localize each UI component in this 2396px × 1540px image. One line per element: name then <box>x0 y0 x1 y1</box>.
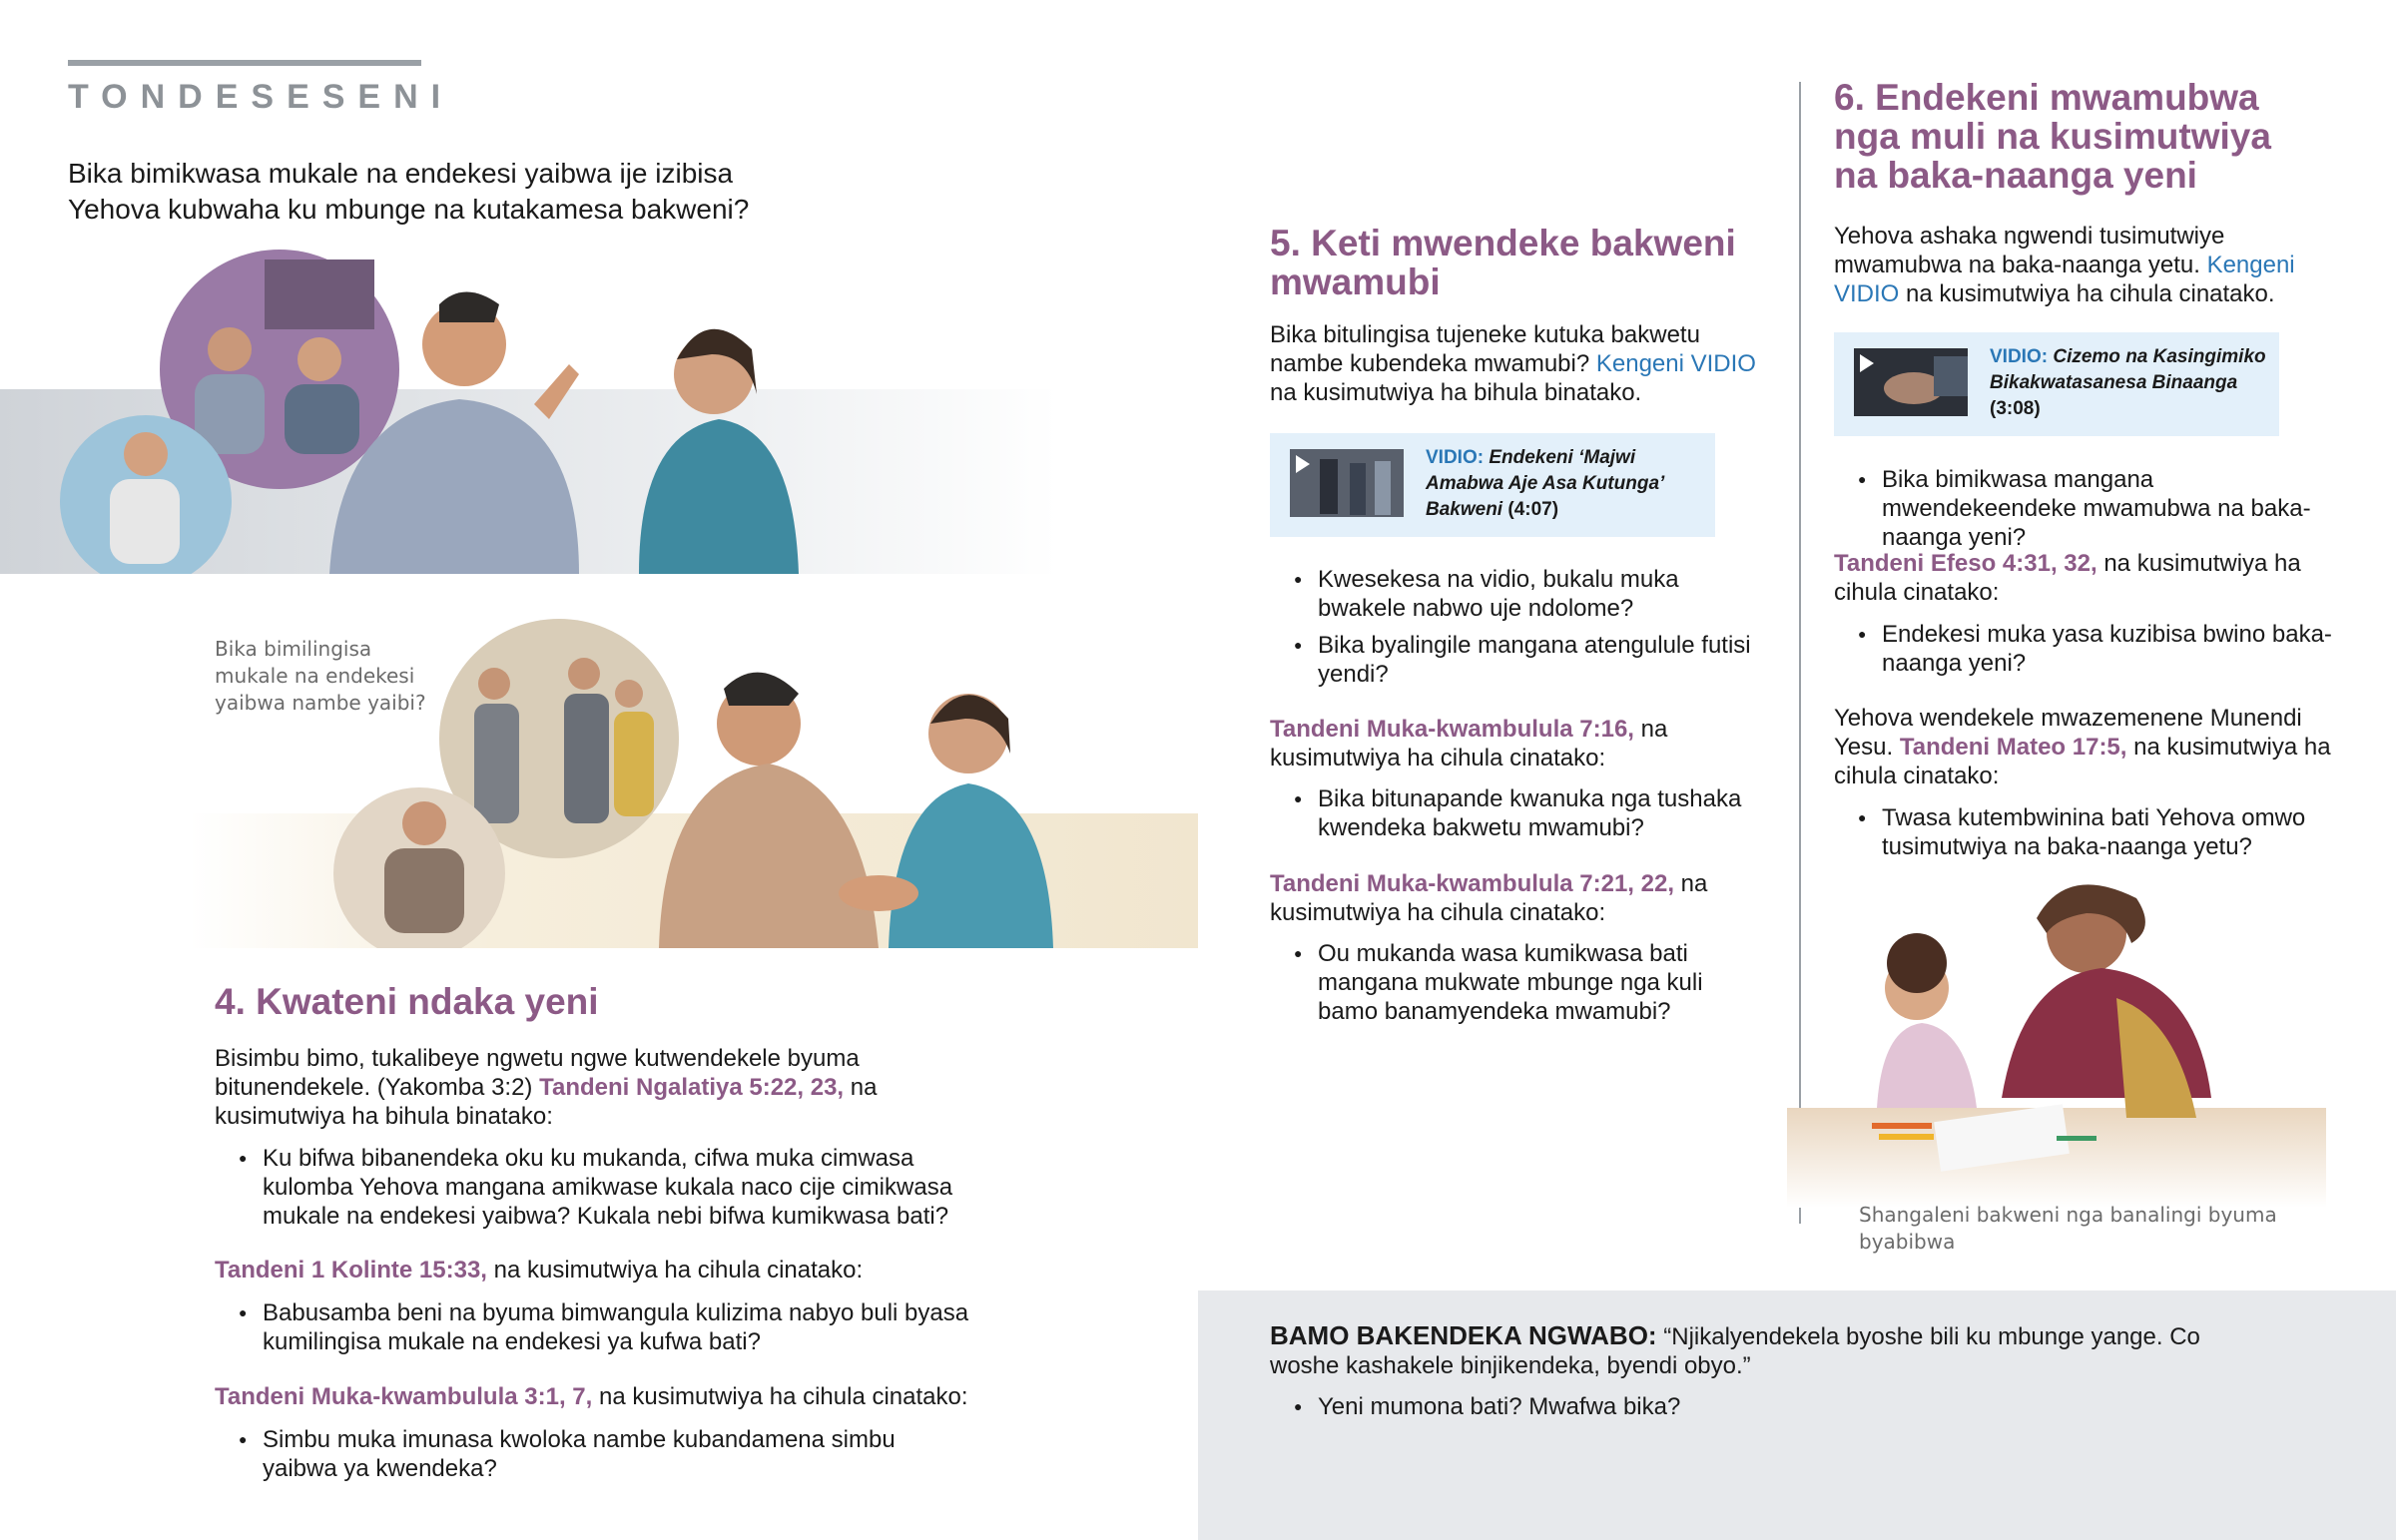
section-5-video-box[interactable] <box>1270 433 1715 537</box>
list-item: ● Endekesi muka yasa kuzibisa bwino baka-naanga yeni? <box>1834 620 2333 678</box>
list-item: ● Bika bitunapande kwanuka nga tushaka kwendeka bakwetu mwamubi? <box>1270 784 1769 842</box>
section-6-video-link[interactable]: Kengeni VIDIO <box>1834 252 2295 307</box>
section-6-caption: Shangaleni bakweni nga banalingi byuma byabibwa <box>1859 1203 2277 1254</box>
list-item: ● Ou mukanda wasa kumikwasa bati mangana mukwate mbunge nga kuli bamo banamyendeka mwamubi? <box>1270 939 1769 1026</box>
section-5-ref-2-tail: na kusimutwiya ha cihula cinatako: <box>1270 716 1668 771</box>
illustration-caption: Bika bimilingisa mukale na endekesi yaibwa nambe yaibi? <box>215 637 426 715</box>
list-item: ● Babusamba beni na byuma bimwangula kulizima nabyo buli byasa kumilingisa mukale na endekesi ya kufwa bati? <box>215 1298 973 1356</box>
section-6-video-thumbnail[interactable] <box>1854 348 1968 416</box>
mother-daughter-illustration <box>1787 878 2326 1208</box>
section-4-intro <box>215 1044 973 1131</box>
section-5-intro <box>1270 320 1769 407</box>
section-5-ref-3-line <box>1270 869 1769 927</box>
list-item: ● Bika byalingile mangana atengulule futisi yendi? <box>1270 631 1769 689</box>
section-6-ref-2[interactable]: Tandeni Efeso 4:31, 32, <box>1834 550 2097 577</box>
section-5-ref-2-line <box>1270 715 1769 772</box>
list-item: ● Simbu muka imunasa kwoloka nambe kubandamena simbu yaibwa ya kwendeka? <box>215 1425 973 1483</box>
section-4-ref-3-tail: na kusimutwiya ha cihula cinatako: <box>598 1383 968 1410</box>
section-4-ref-2-line <box>215 1256 973 1284</box>
section-5-ref-3-tail: na kusimutwiya ha cihula cinatako: <box>1270 870 1708 926</box>
section-4-intro-tail: na kusimutwiya ha bihula binatako: <box>215 1074 878 1130</box>
section-5-heading: 5. Keti mwendeke bakweni mwamubi <box>1270 223 1736 302</box>
bottom-quote <box>1270 1321 2248 1380</box>
section-6-intro-text: Yehova ashaka ngwendi tusimutwiye mwamubwa na baka-naanga yetu. <box>1834 223 2225 278</box>
section-5-ref-2[interactable]: Tandeni Muka-kwambulula 7:16, <box>1270 716 1634 743</box>
play-icon <box>1296 455 1310 473</box>
video-title: Endekeni ‘Majwi Amabwa Aje Asa Kutunga’ Bakweni <box>1426 447 1664 520</box>
section-6-bullets-b <box>1834 620 2333 686</box>
list-item: ● Bika bimikwasa mangana mwendekeendeke mwamubwa na baka-naanga yeni? <box>1834 465 2333 552</box>
video-label: VIDIO: <box>1990 346 2049 367</box>
list-item: ● Kwesekesa na vidio, bukalu muka bwakele nabwo uje ndolome? <box>1270 565 1769 623</box>
section-5-intro-tail: na kusimutwiya ha bihula binatako. <box>1270 379 1642 406</box>
section-4-ref-1[interactable]: Tandeni Ngalatiya 5:22, 23, <box>539 1074 845 1101</box>
section-5-bullets-a <box>1270 565 1769 697</box>
section-4-ref-2[interactable]: Tandeni 1 Kolinte 15:33, <box>215 1257 487 1283</box>
section-6-ref-3-tail: na kusimutwiya ha cihula cinatako: <box>1834 734 2331 789</box>
bottom-quote-label: BAMO BAKENDEKA NGWABO: <box>1270 1320 1657 1350</box>
section-6-bullets-c <box>1834 803 2333 869</box>
section-label-bar <box>68 60 421 66</box>
section-6-ref-2-tail: na kusimutwiya ha cihula cinatako: <box>1834 550 2301 606</box>
section-4-ref-3-line <box>215 1382 973 1411</box>
section-5-video-text <box>1426 445 1705 523</box>
section-label: TONDESESENI <box>68 78 454 116</box>
video-duration: (3:08) <box>1990 398 2041 419</box>
bottom-quote-text: “Njikalyendekela byoshe bili ku mbunge yange. Co woshe kashakele binjikendeka, byendi obyo.” <box>1270 1323 2200 1379</box>
section-5-video-thumbnail[interactable] <box>1290 449 1404 517</box>
section-6-para-3-text: Yehova wendekele mwazemenene Munendi Yesu. <box>1834 705 2302 761</box>
section-5-intro-text: Bika bitulingisa tujeneke kutuka bakwetu nambe kubendeka mwamubi? <box>1270 321 1700 377</box>
section-4-bullets-b <box>215 1298 973 1364</box>
section-6-para-3 <box>1834 704 2333 790</box>
video-title: Cizemo na Kasingimiko Bikakwatasanesa Binaanga <box>1990 346 2266 393</box>
section-5-bullets-c <box>1270 939 1769 1034</box>
video-duration: (4:07) <box>1507 499 1559 520</box>
argument-illustration <box>0 240 1058 574</box>
video-label: VIDIO: <box>1426 447 1485 468</box>
section-4-heading: 4. Kwateni ndaka yeni <box>215 981 599 1022</box>
section-6-ref-3[interactable]: Tandeni Mateo 17:5, <box>1899 734 2127 761</box>
play-icon <box>1860 354 1874 372</box>
section-5-video-link[interactable]: Kengeni VIDIO <box>1595 350 1756 377</box>
section-6-ref-2-line <box>1834 549 2333 607</box>
section-6-intro-tail: na kusimutwiya ha cihula cinatako. <box>1906 280 2275 307</box>
section-4-bullets-c <box>215 1425 973 1491</box>
section-6-heading: 6. Endekeni mwamubwa nga muli na kusimutwiya na baka-naanga yeni <box>1834 77 2271 196</box>
section-5-ref-3[interactable]: Tandeni Muka-kwambulula 7:21, 22, <box>1270 870 1674 897</box>
section-4-intro-text: Bisimbu bimo, tukalibeye ngwetu ngwe kutwendekele byuma bitunendekele. (Yakomba 3:2) <box>215 1045 860 1101</box>
question-text: Bika bimikwasa mukale na endekesi yaibwa ije izibisa Yehova kubwaha ku mbunge na kutakamesa bakweni? <box>68 158 750 225</box>
list-item: ● Twasa kutembwinina bati Yehova omwo tusimutwiya na baka-naanga yetu? <box>1834 803 2333 861</box>
list-item: ● Ku bifwa bibanendeka oku ku mukanda, cifwa muka cimwasa kulomba Yehova mangana amikwase kukala naco cije cimikwasa mukale na endekesi yaibwa? Kukala nebi bifwa kumikwasa bati? <box>215 1144 973 1231</box>
section-6-bullets-a <box>1834 465 2333 560</box>
section-6-video-text <box>1990 344 2269 422</box>
section-5-bullets-b <box>1270 784 1769 850</box>
section-4-bullets-a <box>215 1144 973 1239</box>
section-4-ref-3[interactable]: Tandeni Muka-kwambulula 3:1, 7, <box>215 1383 593 1410</box>
section-6-intro <box>1834 222 2333 308</box>
bottom-bullets <box>1270 1392 2248 1429</box>
list-item: ● Yeni mumona bati? Mwafwa bika? <box>1270 1392 2248 1421</box>
section-6-video-box[interactable] <box>1834 332 2279 436</box>
section-4-ref-2-tail: na kusimutwiya ha cihula cinatako: <box>493 1257 864 1283</box>
